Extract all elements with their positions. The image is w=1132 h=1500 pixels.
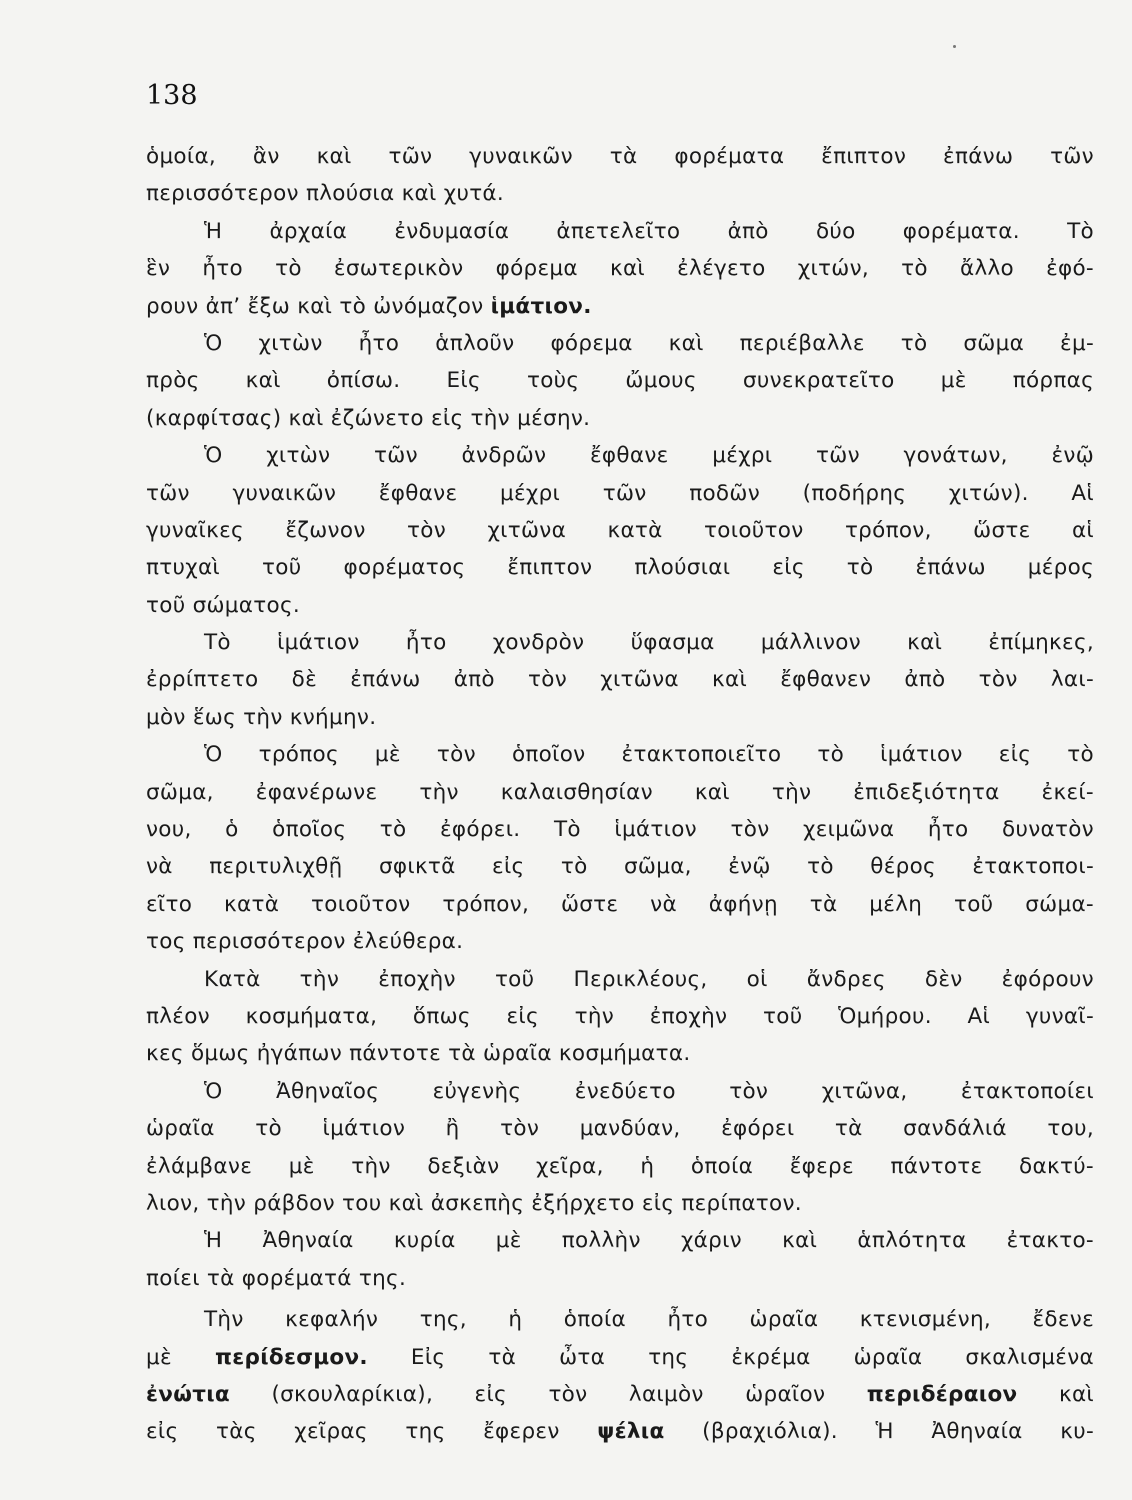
text-segment: Ὁ χιτὼν ἦτο ἁπλοῦν φόρεμα καὶ περιέβαλλε τὸ σῶμα ἐμ- — [204, 330, 1094, 356]
text-segment: (καρφίτσας) καὶ ἐζώνετο εἰς τὴν μέσην. — [146, 405, 591, 431]
text-line — [146, 661, 1094, 698]
text-segment: Τὴν κεφαλήν της, ἡ ὁποία ἦτο ὡραῖα κτενισμένη, ἔδενε — [204, 1307, 1094, 1333]
bold-term: περιδέραιον — [866, 1381, 1018, 1407]
text-segment: εῖτο κατὰ τοιοῦτον τρόπον, ὥστε νὰ ἀφήνῃ τὰ μέλη τοῦ σώμα- — [146, 891, 1094, 917]
text-segment: ἐρρίπτετο δὲ ἐπάνω ἀπὸ τὸν χιτῶνα καὶ ἔφθανεν ἀπὸ τὸν λαι- — [146, 667, 1094, 693]
bold-term: περίδεσμον. — [214, 1344, 368, 1370]
text-line — [146, 437, 1094, 474]
text-segment: σῶμα, ἐφανέρωνε τὴν καλαισθησίαν καὶ τὴν ἐπιδεξιότητα ἐκεί- — [146, 779, 1094, 805]
text-segment: Τὸ ἱμάτιον ἦτο χονδρὸν ὕφασμα μάλλινον καὶ ἐπίμηκες, — [204, 630, 1094, 656]
text-segment: καὶ — [1017, 1381, 1094, 1407]
text-line — [146, 475, 1094, 512]
text-line — [146, 1260, 1094, 1297]
text-line — [146, 512, 1094, 549]
text-segment: ἓν ἦτο τὸ ἐσωτερικὸν φόρεμα καὶ ἐλέγετο χιτών, τὸ ἄλλο ἐφό- — [146, 256, 1094, 282]
text-segment: Εἰς τὰ ὦτα της ἐκρέμα ὡραῖα σκαλισμένα — [367, 1344, 1094, 1370]
text-line — [146, 1339, 1094, 1376]
text-line — [146, 1110, 1094, 1147]
page-number: 138 — [146, 80, 198, 111]
text-segment: τος περισσότερον ἐλεύθερα. — [146, 929, 464, 955]
body-text — [146, 138, 1094, 1451]
text-line — [146, 1413, 1094, 1450]
text-line — [146, 288, 1094, 325]
text-segment: ποίει τὰ φορέματά της. — [146, 1265, 407, 1291]
text-line — [146, 1376, 1094, 1413]
text-line — [146, 362, 1094, 399]
text-line — [146, 587, 1094, 624]
text-segment: πρὸς καὶ ὀπίσω. Εἰς τοὺς ὤμους συνεκρατεῖτο μὲ πόρπας — [146, 368, 1094, 394]
text-segment: Ἡ Ἀθηναία κυρία μὲ πολλὴν χάριν καὶ ἁπλότητα ἐτακτο- — [204, 1228, 1094, 1254]
text-line — [146, 1301, 1094, 1338]
text-segment: μὸν ἕως τὴν κνήμην. — [146, 704, 377, 730]
text-segment: (σκουλαρίκια), εἰς τὸν λαιμὸν ὡραῖον — [229, 1381, 867, 1407]
text-line — [146, 998, 1094, 1035]
text-segment: νου, ὁ ὁποῖος τὸ ἐφόρει. Τὸ ἱμάτιον τὸν χειμῶνα ἦτο δυνατὸν — [146, 817, 1094, 843]
text-segment: Ὁ Ἀθηναῖος εὐγενὴς ἐνεδύετο τὸν χιτῶνα, ἐτακτοποίει — [204, 1078, 1094, 1104]
text-line — [146, 1222, 1094, 1259]
text-line — [146, 250, 1094, 287]
bold-term: ἱμάτιον. — [490, 293, 592, 319]
text-segment: τοῦ σώματος. — [146, 592, 301, 618]
text-line — [146, 699, 1094, 736]
text-segment: εἰς τὰς χεῖρας της ἔφερεν — [146, 1419, 598, 1445]
text-line — [146, 325, 1094, 362]
text-line — [146, 961, 1094, 998]
text-line — [146, 175, 1094, 212]
text-segment: γυναῖκες ἔζωνον τὸν χιτῶνα κατὰ τοιοῦτον τρόπον, ὥστε αἱ — [146, 517, 1094, 543]
text-segment: λιον, τὴν ράβδον του καὶ ἀσκεπὴς ἐξήρχετο εἰς περίπατον. — [146, 1190, 802, 1216]
bold-term: ψέλια — [597, 1419, 665, 1445]
text-segment: ρουν ἀπ’ ἔξω καὶ τὸ ὠνόμαζον — [146, 293, 491, 319]
text-line — [146, 848, 1094, 885]
text-line — [146, 1148, 1094, 1185]
page-speck — [953, 45, 956, 48]
text-line — [146, 400, 1094, 437]
text-line — [146, 549, 1094, 586]
text-line — [146, 923, 1094, 960]
text-segment: κες ὅμως ἠγάπων πάντοτε τὰ ὡραῖα κοσμήματα. — [146, 1041, 691, 1067]
bold-term: ἐνώτια — [146, 1381, 230, 1407]
text-line — [146, 886, 1094, 923]
text-segment: Ὁ χιτὼν τῶν ἀνδρῶν ἔφθανε μέχρι τῶν γονάτων, ἐνῷ — [204, 443, 1094, 469]
text-segment: τῶν γυναικῶν ἔφθανε μέχρι τῶν ποδῶν (ποδήρης χιτών). Αἱ — [146, 480, 1094, 506]
text-line — [146, 811, 1094, 848]
text-segment: Ὁ τρόπος μὲ τὸν ὁποῖον ἐτακτοποιεῖτο τὸ ἱμάτιον εἰς τὸ — [204, 742, 1094, 768]
text-segment: πτυχαὶ τοῦ φορέματος ἔπιπτον πλούσιαι εἰς τὸ ἐπάνω μέρος — [146, 555, 1094, 581]
text-segment: περισσότερον πλούσια καὶ χυτά. — [146, 181, 505, 207]
text-segment: μὲ — [146, 1344, 215, 1370]
text-segment: Κατὰ τὴν ἐποχὴν τοῦ Περικλέους, οἱ ἄνδρες δὲν ἐφόρουν — [204, 966, 1094, 992]
text-segment: Ἡ ἀρχαία ἐνδυμασία ἀπετελεῖτο ἀπὸ δύο φορέματα. Τὸ — [204, 218, 1094, 244]
text-line — [146, 213, 1094, 250]
text-segment: ὡραῖα τὸ ἱμάτιον ἢ τὸν μανδύαν, ἐφόρει τὰ σανδάλιά του, — [146, 1116, 1094, 1142]
text-line — [146, 774, 1094, 811]
text-line — [146, 1035, 1094, 1072]
text-line — [146, 138, 1094, 175]
text-line — [146, 624, 1094, 661]
text-segment: πλέον κοσμήματα, ὅπως εἰς τὴν ἐποχὴν τοῦ Ὁμήρου. Αἱ γυναῖ- — [146, 1003, 1094, 1029]
text-segment: ὁμοία, ἂν καὶ τῶν γυναικῶν τὰ φορέματα ἔπιπτον ἐπάνω τῶν — [146, 144, 1094, 169]
text-segment: νὰ περιτυλιχθῇ σφικτᾶ εἰς τὸ σῶμα, ἐνῷ τὸ θέρος ἐτακτοποι- — [146, 854, 1094, 880]
text-segment: ἐλάμβανε μὲ τὴν δεξιὰν χεῖρα, ἡ ὁποία ἔφερε πάντοτε δακτύ- — [146, 1153, 1094, 1179]
text-line — [146, 1185, 1094, 1222]
text-line — [146, 1073, 1094, 1110]
text-line — [146, 736, 1094, 773]
text-segment: (βραχιόλια). Ἡ Ἀθηναία κυ- — [664, 1419, 1094, 1445]
